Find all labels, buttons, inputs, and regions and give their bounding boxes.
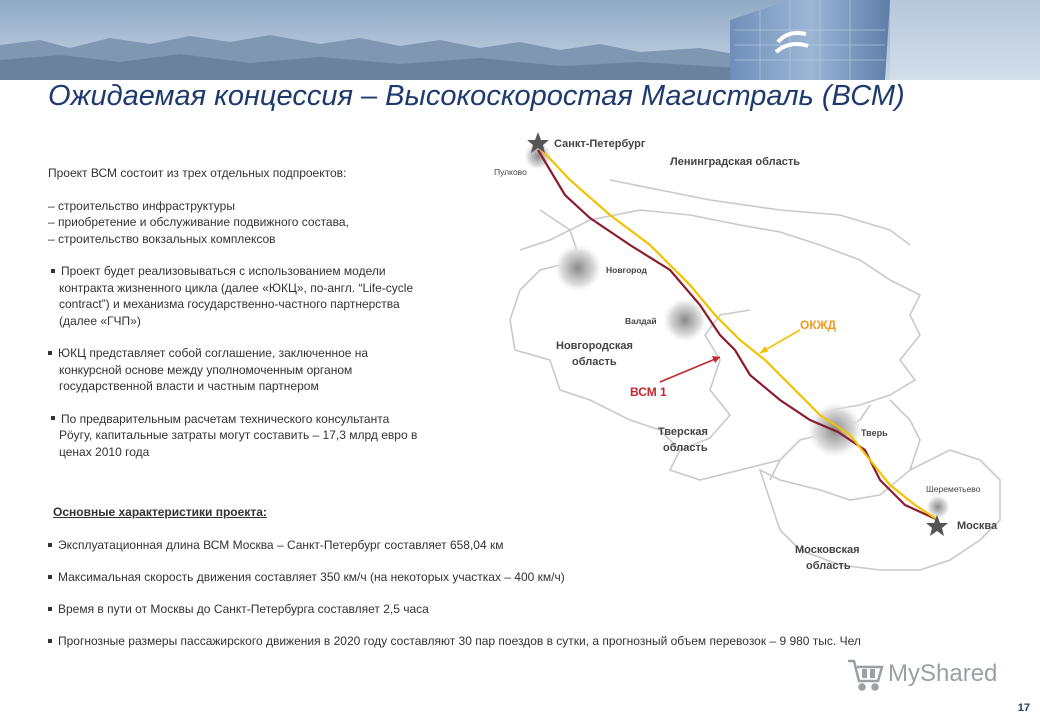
city-label-tver: Тверь <box>861 428 888 438</box>
city-label-sheremetyevo: Шереметьево <box>926 484 981 494</box>
region-label-leningrad: Ленинградская область <box>670 156 800 168</box>
region-label-tver: Тверская <box>658 426 708 438</box>
route-map <box>480 120 1040 590</box>
bullet-line: государственной власти и частным партнером <box>59 379 319 393</box>
bullet-line: конкурсной основе между уполномоченным органом <box>59 362 353 377</box>
bullet-costs: По предварительным расчетам технического консультанта <box>48 411 488 428</box>
region-label-moscow: Московская <box>795 544 860 556</box>
bullet-icon <box>48 575 52 579</box>
bullet-icon <box>51 416 55 420</box>
characteristics-heading: Основные характеристики проекта: <box>53 505 267 519</box>
bullet-line: (далее «ГЧП») <box>59 313 141 328</box>
region-label-novgorod-2: область <box>572 356 617 368</box>
region-label-moscow-2: область <box>806 560 851 572</box>
bullet-line: Рöyгу, капитальные затраты могут составить – 17,3 млрд евро в <box>59 428 418 442</box>
bullet-agreement: ЮКЦ представляет собой соглашение, заключенное на <box>48 345 488 362</box>
bullet-icon <box>48 543 52 547</box>
project-description <box>48 165 488 460</box>
cart-icon <box>848 661 882 690</box>
city-label-spb: Санкт-Петербург <box>554 138 646 150</box>
subproject-item: – строительство вокзальных комплексов <box>48 231 276 246</box>
subproject-item: – приобретение и обслуживание подвижного состава, <box>48 215 349 229</box>
moscow-star-icon <box>926 515 948 536</box>
bullet-lifecycle: Проект будет реализовываться с использованием модели <box>48 263 488 280</box>
line-label-okzhd: ОКЖД <box>800 318 837 332</box>
page-title: Ожидаемая концессия – Высокоскоростая Магистраль (ВСМ) <box>48 80 905 112</box>
region-label-tver-2: область <box>663 442 708 454</box>
line-label-vsm: ВСМ 1 <box>630 385 667 399</box>
characteristic-item: Эксплуатационная длина ВСМ Москва – Санкт-Петербург составляет 658,04 км <box>48 538 503 552</box>
novgorod-marker <box>554 244 602 292</box>
characteristic-item: Максимальная скорость движения составляет 350 км/ч (на некоторых участках – 400 км/ч) <box>48 570 565 584</box>
bullet-line: ценах 2010 года <box>59 444 150 459</box>
okzhd-line <box>538 146 938 520</box>
watermark-text: MyShared <box>888 660 998 687</box>
subproject-item: – строительство инфраструктуры <box>48 198 235 213</box>
bullet-icon <box>51 269 55 273</box>
page-number: 17 <box>1017 702 1030 714</box>
city-label-pulkovo: Пулково <box>494 167 527 177</box>
watermark <box>846 655 1016 691</box>
characteristic-item: Время в пути от Москвы до Санкт-Петербурга составляет 2,5 часа <box>48 602 429 616</box>
region-label-novgorod: Новгородская <box>556 340 633 352</box>
bullet-icon <box>48 351 52 355</box>
bullet-line: contract”) и механизма государственно-частного партнерства <box>59 297 400 311</box>
intro-text: Проект ВСМ состоит из трех отдельных подпроектов: <box>48 166 347 180</box>
city-label-novgorod: Новгород <box>606 265 647 275</box>
bullet-icon <box>48 639 52 643</box>
bullet-icon <box>48 607 52 611</box>
header-banner <box>0 0 1040 80</box>
city-label-moscow: Москва <box>957 520 998 532</box>
characteristic-item: Прогнозные размеры пассажирского движения в 2020 году составляют 30 пар поездов в сутки, а прогнозный объем перевозок – 9 980 тыс. Чел <box>48 634 861 648</box>
bullet-line: контракта жизненного цикла (далее «ЮКЦ», по-англ. “Life-cycle <box>59 280 414 295</box>
vsm-arrow-icon <box>660 357 720 382</box>
city-label-valday: Валдай <box>625 316 657 326</box>
